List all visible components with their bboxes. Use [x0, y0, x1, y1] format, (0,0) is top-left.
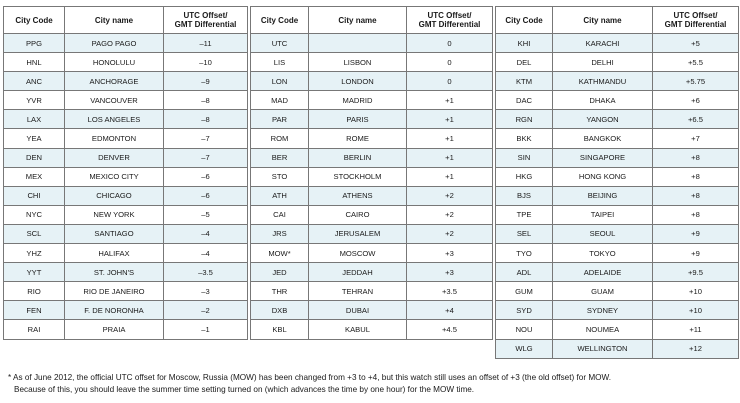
city-code-cell: MOW*	[251, 244, 309, 263]
city-code-cell: PPG	[4, 34, 65, 53]
table-header-row	[4, 7, 248, 34]
header-city-name: City name	[65, 7, 164, 34]
table-row	[251, 34, 493, 53]
utc-offset-cell: +9	[653, 244, 739, 263]
city-name-cell: RIO DE JANEIRO	[65, 282, 164, 301]
table-row	[496, 167, 739, 186]
city-code-cell: PAR	[251, 110, 309, 129]
city-code-cell: KBL	[251, 320, 309, 339]
table-row	[4, 110, 248, 129]
city-name-cell: BEIJING	[553, 186, 653, 205]
city-name-cell: STOCKHOLM	[309, 167, 407, 186]
city-code-cell: DEL	[496, 53, 553, 72]
city-name-cell: MADRID	[309, 91, 407, 110]
city-name-cell: JERUSALEM	[309, 224, 407, 243]
city-name-cell: ST. JOHN'S	[65, 263, 164, 282]
table-row	[251, 129, 493, 148]
city-name-cell: BANGKOK	[553, 129, 653, 148]
city-code-cell: DXB	[251, 301, 309, 320]
utc-offset-cell: +1	[407, 167, 493, 186]
utc-offset-cell: +3	[407, 244, 493, 263]
city-code-cell: KHI	[496, 34, 553, 53]
city-name-cell: EDMONTON	[65, 129, 164, 148]
city-code-cell: RIO	[4, 282, 65, 301]
utc-offset-cell: –6	[164, 186, 248, 205]
utc-offset-cell: +9.5	[653, 263, 739, 282]
header-city-name: City name	[309, 7, 407, 34]
table-row	[496, 91, 739, 110]
city-name-cell: ADELAIDE	[553, 263, 653, 282]
utc-offset-cell: +6	[653, 91, 739, 110]
city-code-cell: TYO	[496, 244, 553, 263]
city-name-cell: CHICAGO	[65, 186, 164, 205]
table-row	[496, 148, 739, 167]
utc-offset-cell: –3	[164, 282, 248, 301]
utc-offset-cell: +8	[653, 167, 739, 186]
city-code-cell: NOU	[496, 320, 553, 339]
table-row	[251, 186, 493, 205]
table-row	[251, 110, 493, 129]
city-code-cell: THR	[251, 282, 309, 301]
table-row	[251, 244, 493, 263]
utc-offset-cell: +3	[407, 263, 493, 282]
table-row	[251, 282, 493, 301]
city-name-cell: CAIRO	[309, 205, 407, 224]
utc-offset-cell: +10	[653, 282, 739, 301]
city-code-cell: STO	[251, 167, 309, 186]
header-city-code: City Code	[251, 7, 309, 34]
utc-offset-cell: +2	[407, 186, 493, 205]
city-code-cell: ANC	[4, 72, 65, 91]
header-city-code: City Code	[496, 7, 553, 34]
city-name-cell: SANTIAGO	[65, 224, 164, 243]
utc-offset-cell: +2	[407, 205, 493, 224]
utc-offset-cell: –8	[164, 91, 248, 110]
city-code-cell: WLG	[496, 339, 553, 358]
city-name-cell: TEHRAN	[309, 282, 407, 301]
utc-offset-cell: +9	[653, 224, 739, 243]
utc-offset-cell: +3.5	[407, 282, 493, 301]
utc-offset-cell: +4.5	[407, 320, 493, 339]
city-code-cell: DEN	[4, 148, 65, 167]
table-row	[251, 263, 493, 282]
city-table-2	[250, 6, 493, 340]
utc-offset-cell: –5	[164, 205, 248, 224]
utc-offset-cell: +5.5	[653, 53, 739, 72]
city-code-cell: SCL	[4, 224, 65, 243]
table-row	[4, 224, 248, 243]
city-code-cell: DAC	[496, 91, 553, 110]
city-name-cell: PAGO PAGO	[65, 34, 164, 53]
city-code-cell: KTM	[496, 72, 553, 91]
city-name-cell: DENVER	[65, 148, 164, 167]
city-code-cell: YYT	[4, 263, 65, 282]
city-name-cell: GUAM	[553, 282, 653, 301]
table-row	[4, 91, 248, 110]
utc-offset-cell: +1	[407, 110, 493, 129]
utc-offset-cell: –1	[164, 320, 248, 339]
city-code-cell: MAD	[251, 91, 309, 110]
utc-offset-cell: –7	[164, 129, 248, 148]
footnote-line-1: * As of June 2012, the official UTC offset for Moscow, Russia (MOW) has been changed from +3 to +4, but this watch still uses an offset of +3 (the old offset) for MOW.	[8, 373, 612, 382]
utc-offset-cell: +4	[407, 301, 493, 320]
city-code-cell: LIS	[251, 53, 309, 72]
city-name-cell: SINGAPORE	[553, 148, 653, 167]
city-name-cell: KABUL	[309, 320, 407, 339]
city-code-cell: ROM	[251, 129, 309, 148]
city-code-cell: UTC	[251, 34, 309, 53]
city-code-cell: YHZ	[4, 244, 65, 263]
city-name-cell: MOSCOW	[309, 244, 407, 263]
table-row	[4, 301, 248, 320]
utc-offset-cell: +12	[653, 339, 739, 358]
utc-offset-cell: +8	[653, 186, 739, 205]
city-code-cell: GUM	[496, 282, 553, 301]
city-code-cell: RAI	[4, 320, 65, 339]
table-row	[4, 53, 248, 72]
table-row	[251, 53, 493, 72]
city-name-cell: SYDNEY	[553, 301, 653, 320]
table-row	[496, 129, 739, 148]
utc-offset-cell: +8	[653, 148, 739, 167]
city-code-cell: BER	[251, 148, 309, 167]
header-utc-offset: UTC Offset/ GMT Differential	[164, 7, 248, 34]
footnote	[8, 372, 736, 396]
header-city-name: City name	[553, 7, 653, 34]
city-code-cell: MEX	[4, 167, 65, 186]
city-name-cell: KATHMANDU	[553, 72, 653, 91]
table-row	[251, 167, 493, 186]
header-utc-offset: UTC Offset/ GMT Differential	[407, 7, 493, 34]
table-row	[496, 301, 739, 320]
city-code-cell: BJS	[496, 186, 553, 205]
city-name-cell: BERLIN	[309, 148, 407, 167]
table-row	[496, 263, 739, 282]
city-code-cell: JED	[251, 263, 309, 282]
utc-offset-cell: +11	[653, 320, 739, 339]
city-code-cell: BKK	[496, 129, 553, 148]
table-row	[4, 244, 248, 263]
utc-offset-cell: –9	[164, 72, 248, 91]
table-row	[496, 34, 739, 53]
city-name-cell: YANGON	[553, 110, 653, 129]
city-name-cell: TAIPEI	[553, 205, 653, 224]
header-utc-offset: UTC Offset/ GMT Differential	[653, 7, 739, 34]
utc-offset-cell: +1	[407, 91, 493, 110]
table-row	[4, 263, 248, 282]
table-row	[496, 53, 739, 72]
table-row	[4, 167, 248, 186]
city-name-cell: ROME	[309, 129, 407, 148]
table-row	[496, 320, 739, 339]
table-row	[251, 72, 493, 91]
table-row	[251, 91, 493, 110]
city-code-cell: CAI	[251, 205, 309, 224]
table-row	[4, 282, 248, 301]
city-code-cell: ADL	[496, 263, 553, 282]
utc-offset-cell: –8	[164, 110, 248, 129]
footnote-line-2: Because of this, you should leave the summer time setting turned on (which advances the time by one hour) for the MOW time.	[14, 385, 475, 394]
table-row	[496, 110, 739, 129]
utc-offset-cell: –4	[164, 224, 248, 243]
city-code-cell: LAX	[4, 110, 65, 129]
table-row	[251, 205, 493, 224]
utc-offset-cell: 0	[407, 53, 493, 72]
city-name-cell: HONOLULU	[65, 53, 164, 72]
utc-offset-cell: 0	[407, 72, 493, 91]
city-code-cell: TPE	[496, 205, 553, 224]
table-row	[496, 282, 739, 301]
table-row	[496, 72, 739, 91]
utc-offset-cell: 0	[407, 34, 493, 53]
city-name-cell: DUBAI	[309, 301, 407, 320]
city-name-cell: VANCOUVER	[65, 91, 164, 110]
table-row	[251, 148, 493, 167]
city-name-cell	[309, 34, 407, 53]
city-code-cell: LON	[251, 72, 309, 91]
city-name-cell: ATHENS	[309, 186, 407, 205]
city-name-cell: SEOUL	[553, 224, 653, 243]
utc-offset-cell: +5.75	[653, 72, 739, 91]
city-code-cell: SIN	[496, 148, 553, 167]
table-row	[496, 224, 739, 243]
utc-offset-cell: +7	[653, 129, 739, 148]
table-row	[496, 339, 739, 358]
utc-offset-cell: +1	[407, 129, 493, 148]
table-row	[251, 224, 493, 243]
table-row	[4, 129, 248, 148]
table-row	[4, 205, 248, 224]
city-name-cell: ANCHORAGE	[65, 72, 164, 91]
table-row	[4, 186, 248, 205]
utc-offset-cell: –6	[164, 167, 248, 186]
table-header-row	[496, 7, 739, 34]
city-code-cell: SYD	[496, 301, 553, 320]
city-code-cell: RGN	[496, 110, 553, 129]
city-code-cell: CHI	[4, 186, 65, 205]
city-code-cell: FEN	[4, 301, 65, 320]
city-name-cell: WELLINGTON	[553, 339, 653, 358]
city-name-cell: PRAIA	[65, 320, 164, 339]
city-code-cell: HNL	[4, 53, 65, 72]
utc-offset-cell: –7	[164, 148, 248, 167]
utc-offset-cell: +1	[407, 148, 493, 167]
city-code-cell: ATH	[251, 186, 309, 205]
table-header-row	[251, 7, 493, 34]
city-name-cell: LOS ANGELES	[65, 110, 164, 129]
city-table-1	[3, 6, 248, 340]
city-code-cell: YVR	[4, 91, 65, 110]
city-name-cell: PARIS	[309, 110, 407, 129]
city-name-cell: DHAKA	[553, 91, 653, 110]
table-row	[4, 320, 248, 339]
city-name-cell: LISBON	[309, 53, 407, 72]
table-row	[251, 301, 493, 320]
utc-offset-cell: +8	[653, 205, 739, 224]
utc-offset-cell: +10	[653, 301, 739, 320]
city-name-cell: LONDON	[309, 72, 407, 91]
city-name-cell: F. DE NORONHA	[65, 301, 164, 320]
utc-offset-cell: –11	[164, 34, 248, 53]
city-code-cell: SEL	[496, 224, 553, 243]
utc-offset-cell: –10	[164, 53, 248, 72]
city-name-cell: DELHI	[553, 53, 653, 72]
table-row	[4, 148, 248, 167]
city-name-cell: HALIFAX	[65, 244, 164, 263]
utc-offset-cell: –3.5	[164, 263, 248, 282]
utc-offset-cell: +2	[407, 224, 493, 243]
table-row	[4, 34, 248, 53]
table-row	[496, 244, 739, 263]
city-code-cell: YEA	[4, 129, 65, 148]
utc-offset-cell: +6.5	[653, 110, 739, 129]
utc-offset-cell: +5	[653, 34, 739, 53]
table-row	[4, 72, 248, 91]
table-row	[496, 186, 739, 205]
table-row	[251, 320, 493, 339]
city-name-cell: TOKYO	[553, 244, 653, 263]
city-name-cell: KARACHI	[553, 34, 653, 53]
utc-offset-cell: –4	[164, 244, 248, 263]
city-name-cell: NEW YORK	[65, 205, 164, 224]
city-name-cell: NOUMEA	[553, 320, 653, 339]
table-row	[496, 205, 739, 224]
city-name-cell: MEXICO CITY	[65, 167, 164, 186]
city-name-cell: JEDDAH	[309, 263, 407, 282]
city-code-cell: HKG	[496, 167, 553, 186]
city-name-cell: HONG KONG	[553, 167, 653, 186]
city-code-cell: JRS	[251, 224, 309, 243]
city-code-cell: NYC	[4, 205, 65, 224]
utc-offset-cell: –2	[164, 301, 248, 320]
city-table-3	[495, 6, 739, 359]
header-city-code: City Code	[4, 7, 65, 34]
